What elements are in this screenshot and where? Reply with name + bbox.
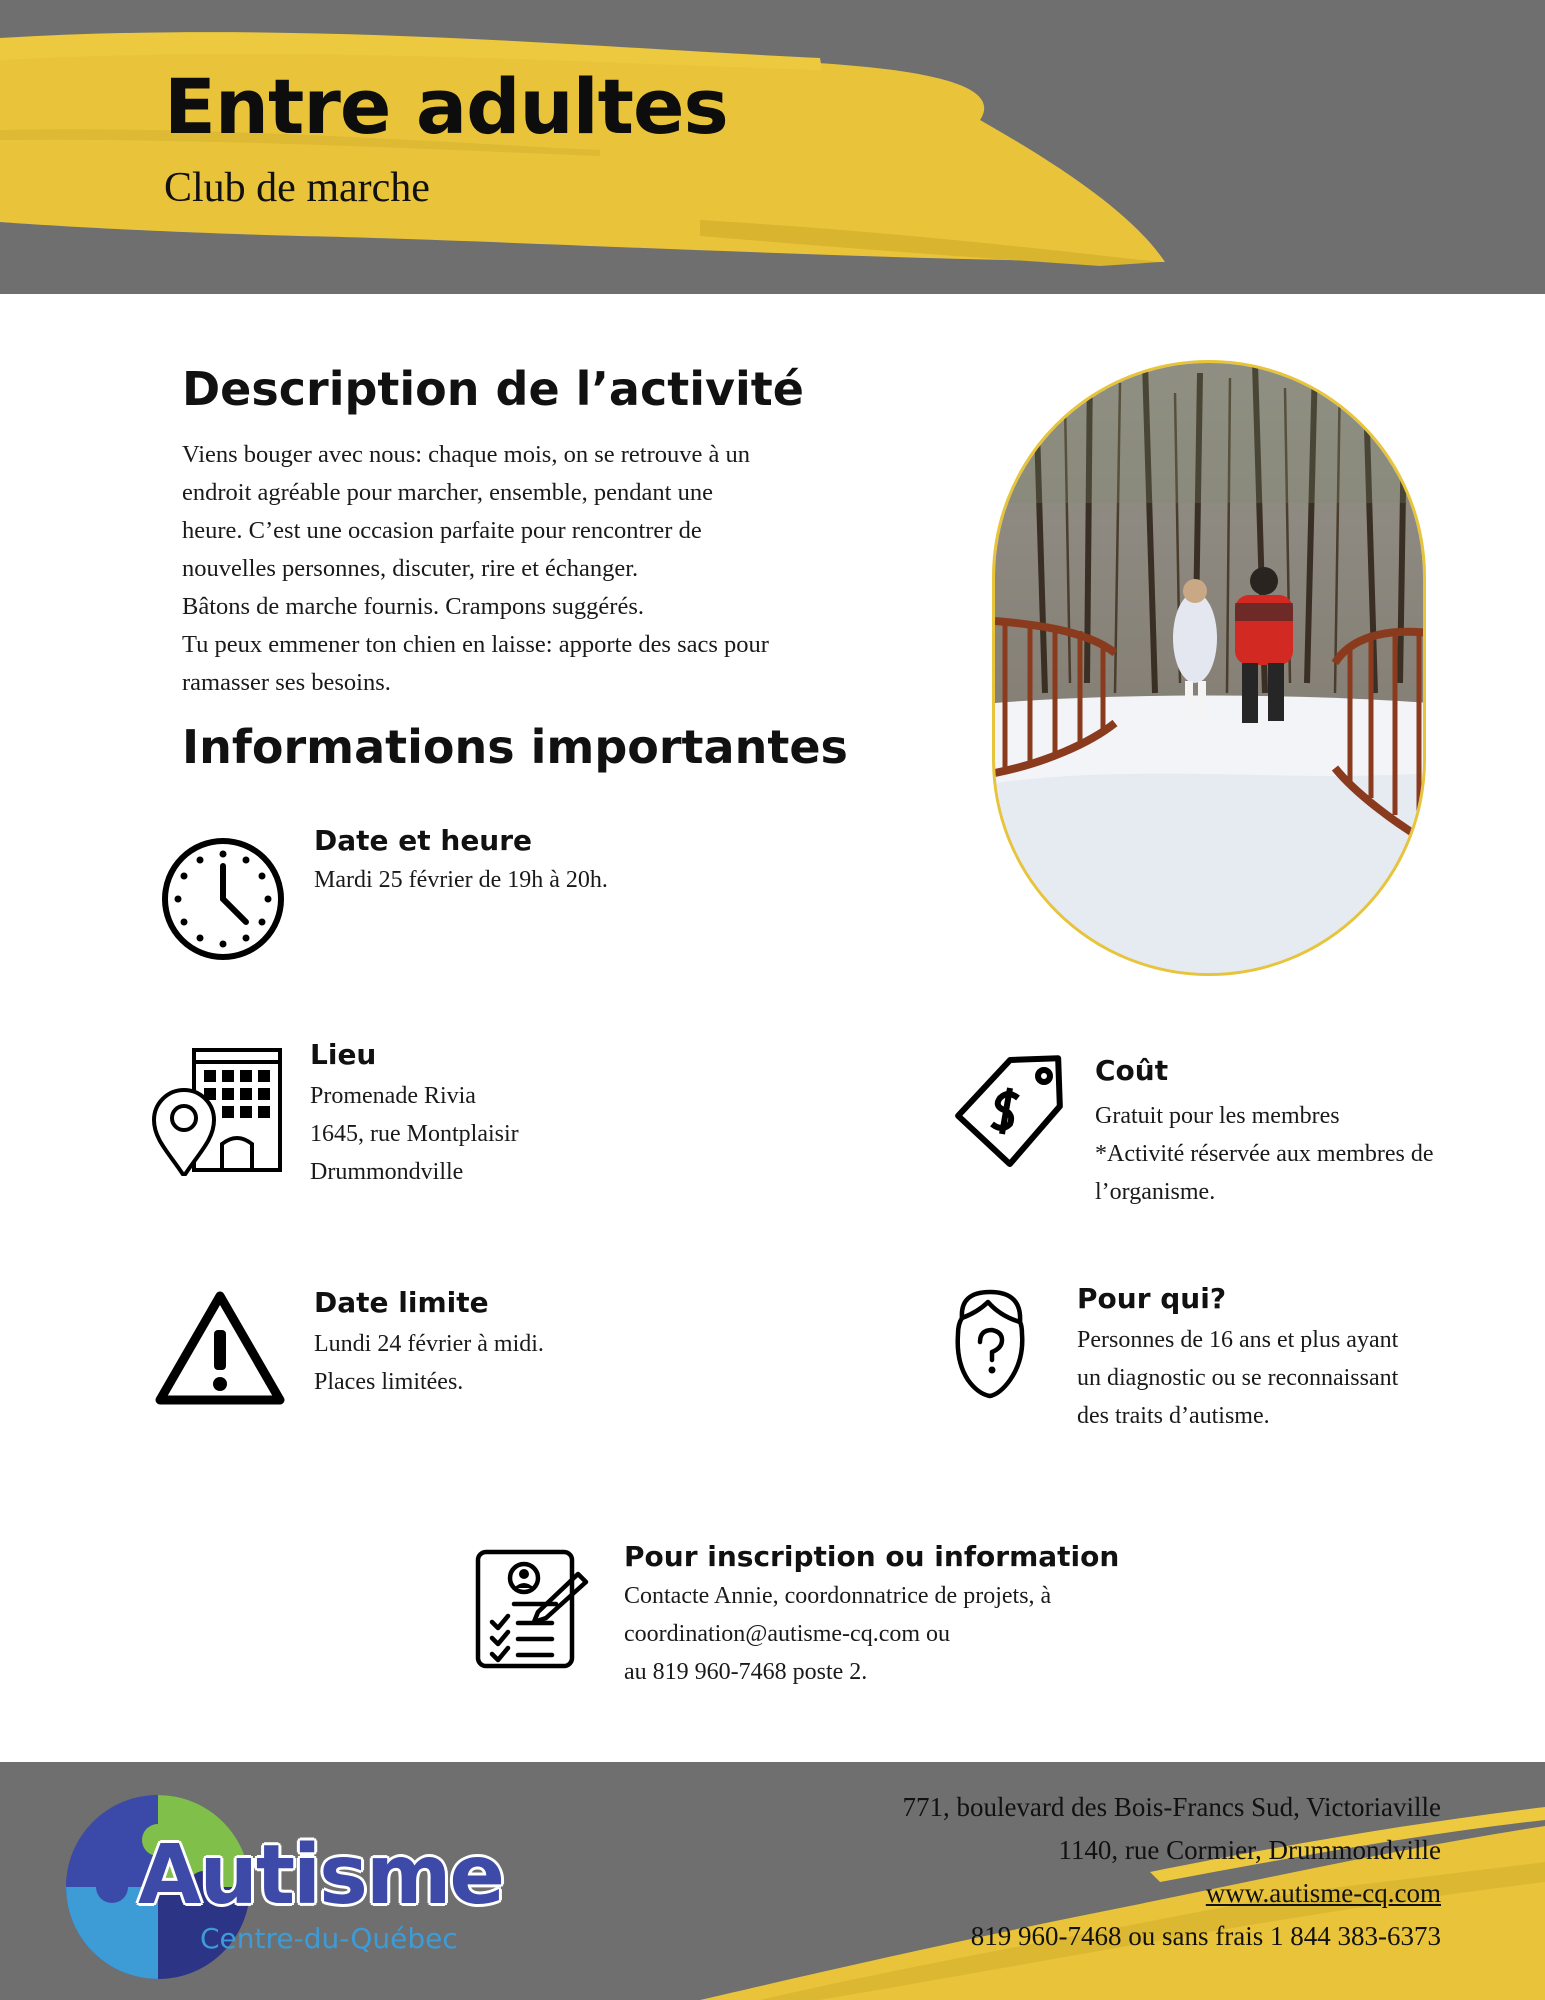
deadline-title: Date limite [314,1286,489,1319]
header-banner [0,0,1545,294]
person-question-icon [948,1288,1032,1400]
date-text: Mardi 25 février de 19h à 20h. [314,867,608,893]
location-line: Promenade Rivia [310,1083,476,1109]
winter-walk-photo [992,360,1426,976]
description-line: Viens bouger avec nous: chaque mois, on se retrouve à un [182,441,750,468]
deadline-section [314,1286,544,1401]
footer-address-victoriaville: 771, boulevard des Bois-Francs Sud, Victoriaville [902,1792,1441,1822]
registration-phone: au 819 960-7468 poste 2. [624,1659,868,1685]
clipboard-checklist-icon [474,1548,590,1670]
warning-icon [154,1290,286,1406]
cost-line: l’organisme. [1095,1179,1216,1205]
footer-address-drummondville: 1140, rue Cormier, Drummondville [1058,1835,1441,1865]
deadline-line: Places limitées. [314,1369,464,1395]
registration-section [624,1540,1119,1691]
audience-line: des traits d’autisme. [1077,1403,1270,1429]
description-line: endroit agréable pour marcher, ensemble, pendant une [182,479,713,506]
footer-contact [902,1786,1441,1958]
website-link[interactable]: www.autisme-cq.com [1205,1878,1441,1908]
audience-title: Pour qui? [1077,1282,1227,1315]
description-text [182,436,862,702]
date-title: Date et heure [314,824,533,857]
description-line: Tu peux emmener ton chien en laisse: apporte des sacs pour [182,631,769,658]
description-heading: Description de l’activité [182,362,804,416]
registration-line: Contacte Annie, coordonnatrice de projets, à [624,1583,1052,1609]
cost-title: Coût [1095,1054,1169,1087]
info-heading: Informations importantes [182,720,848,774]
date-section [314,824,608,899]
description-line: ramasser ses besoins. [182,669,391,696]
cost-line: *Activité réservée aux membres de [1095,1141,1434,1167]
description-line: nouvelles personnes, discuter, rire et échanger. [182,555,639,582]
description-line: Bâtons de marche fournis. Crampons suggérés. [182,593,644,620]
footer-phone: 819 960-7468 ou sans frais 1 844 383-6373 [970,1921,1441,1951]
price-tag-icon [952,1054,1068,1170]
registration-email[interactable]: coordination@autisme-cq.com ou [624,1621,951,1647]
registration-title: Pour inscription ou information [624,1540,1120,1573]
page-subtitle: Club de marche [164,165,430,211]
cost-line: Gratuit pour les membres [1095,1103,1340,1129]
footer [0,1762,1545,2000]
location-line: 1645, rue Montplaisir [310,1121,519,1147]
logo-subtitle: Centre-du-Québec [200,1922,458,1955]
description-line: heure. C’est une occasion parfaite pour rencontrer de [182,517,702,544]
location-title: Lieu [310,1038,377,1071]
logo-wordmark: Autisme [138,1828,504,1923]
audience-line: Personnes de 16 ans et plus ayant [1077,1327,1399,1353]
location-section [310,1038,519,1191]
audience-section [1077,1282,1398,1435]
location-line: Drummondville [310,1159,464,1185]
clock-icon [160,836,286,962]
cost-section [1095,1054,1434,1211]
page-title: Entre adultes [164,62,728,151]
audience-line: un diagnostic ou se reconnaissant [1077,1365,1399,1391]
deadline-line: Lundi 24 février à midi. [314,1331,544,1357]
building-location-icon [150,1044,284,1176]
